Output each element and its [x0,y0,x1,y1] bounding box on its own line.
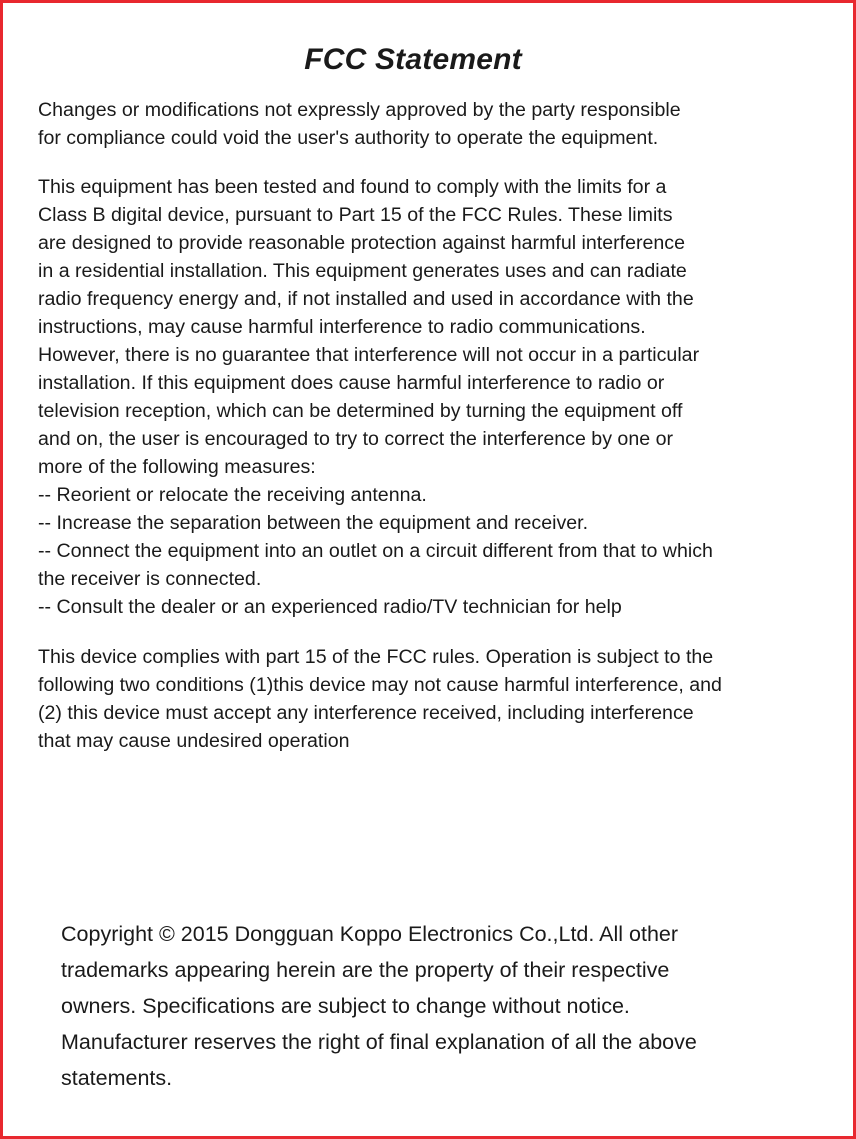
copyright-notice [61,916,821,1096]
text-line: and on, the user is encouraged to try to correct the interference by one or [38,428,673,450]
paragraph-modifications [38,96,838,152]
copyright-line: owners. Specifications are subject to change without notice. [61,994,630,1018]
copyright-line: Manufacturer reserves the right of final explanation of all the above [61,1030,697,1054]
text-line: television reception, which can be determined by turning the equipment off [38,400,683,422]
text-line: following two conditions (1)this device may not cause harmful interference, and [38,674,722,696]
statement-body [38,96,838,755]
text-line: for compliance could void the user's authority to operate the equipment. [38,127,659,149]
copyright-line: Copyright © 2015 Dongguan Koppo Electronics Co.,Ltd. All other [61,922,679,946]
paragraph-class-b [38,173,838,621]
text-line: radio frequency energy and, if not installed and used in accordance with the [38,288,694,310]
page-title: FCC Statement [304,43,522,76]
text-line: installation. If this equipment does cause harmful interference to radio or [38,372,665,394]
text-line: However, there is no guarantee that interference will not occur in a particular [38,344,700,366]
text-line: This device complies with part 15 of the FCC rules. Operation is subject to the [38,646,714,668]
text-line: This equipment has been tested and found to comply with the limits for a [38,176,667,198]
text-line: are designed to provide reasonable protection against harmful interference [38,232,685,254]
text-line: Class B digital device, pursuant to Part 15 of the FCC Rules. These limits [38,204,673,226]
measure-item: -- Increase the separation between the equipment and receiver. [38,512,589,534]
text-line: in a residential installation. This equipment generates uses and can radiate [38,260,687,282]
measure-item: -- Consult the dealer or an experienced radio/TV technician for help [38,596,622,618]
text-line: that may cause undesired operation [38,730,350,752]
copyright-line: statements. [61,1066,173,1090]
measure-item: -- Reorient or relocate the receiving antenna. [38,484,427,506]
text-line: more of the following measures: [38,456,316,478]
text-line: the receiver is connected. [38,568,262,590]
paragraph-part-15 [38,643,838,755]
measure-item: -- Connect the equipment into an outlet on a circuit different from that to which [38,540,713,562]
copyright-line: trademarks appearing herein are the property of their respective [61,958,670,982]
text-line: instructions, may cause harmful interference to radio communications. [38,316,646,338]
text-line: Changes or modifications not expressly approved by the party responsible [38,99,681,121]
text-line: (2) this device must accept any interference received, including interference [38,702,694,724]
